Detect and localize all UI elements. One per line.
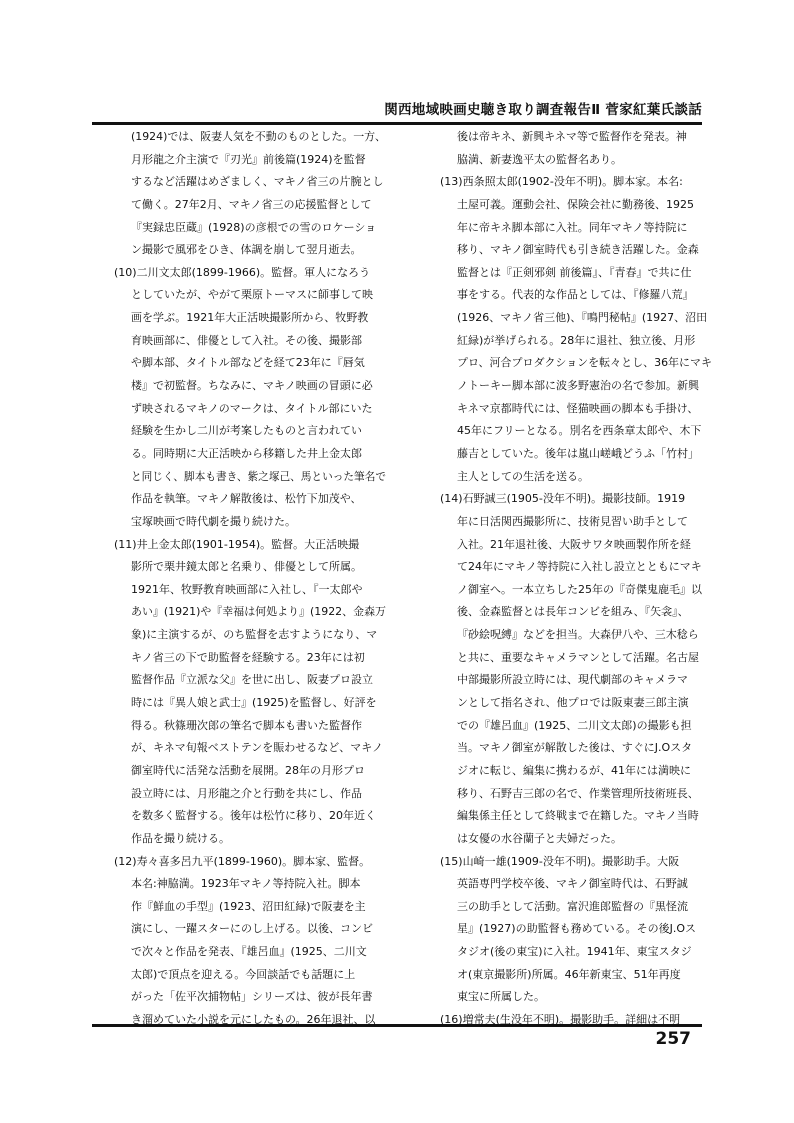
text-line: て働く。27年2月、マキノ省三の応援監督として	[131, 197, 372, 211]
text-line: ノトーキー脚本部に波多野憲治の名で参加。新興	[457, 379, 699, 393]
text-line: で次々と作品を発表、『雄呂血』(1925、二川文	[131, 945, 367, 959]
text-line: が、キネマ旬報ベストテンを賑わせるなど、マキノ	[131, 741, 384, 755]
text-line: 1921年、牧野教育映画部に入社し、『一太郎や	[131, 582, 363, 596]
text-line: オ(東京撮影所)所属。46年新東宝、51年再度	[457, 967, 681, 981]
text-line: 得る。秋篠珊次郎の筆名で脚本も書いた監督作	[131, 718, 362, 732]
left-column	[114, 126, 386, 1032]
text-line: キノ省三の下で助監督を経験する。23年には初	[131, 650, 365, 664]
text-line: 監督とは『正剣邪剣 前後篇』、『青春』で共に仕	[457, 265, 692, 279]
text-line: ン撮影で風邪をひき、体調を崩して翌月逝去。	[131, 243, 362, 257]
text-line: 主人としての生活を送る。	[457, 469, 589, 483]
header-rule	[92, 122, 702, 125]
text-line: 紅緑)が挙げられる。28年に退社、独立後、月形	[457, 333, 696, 347]
text-line: 御室時代に活発な活動を展開。28年の月形プロ	[131, 763, 365, 777]
text-line: ジオに転じ、編集に携わるが、41年には満映に	[457, 763, 691, 777]
text-line: 宝塚映画で時代劇を撮り続けた。	[131, 514, 296, 528]
text-line: (16)増常夫(生没年不明)。撮影助手。詳細は不明	[440, 1012, 681, 1026]
text-line: 象)に主演するが、のち監督を志すようになり、マ	[131, 628, 378, 642]
text-line: 設立時には、月形龍之介と行動を共にし、作品	[131, 786, 362, 800]
text-line: 月形龍之介主演で『刃光』前後篇(1924)を監督	[131, 152, 366, 166]
footer-rule	[92, 1024, 702, 1027]
text-line: ず映されるマキノのマークは、タイトル部にいた	[131, 401, 373, 415]
text-line: 本名:神脇満。1923年マキノ等持院入社。脚本	[131, 877, 361, 891]
text-line: (14)石野誠三(1905-没年不明)。撮影技師。1919	[440, 492, 686, 506]
text-line: 演にし、一躍スターにのし上げる。以後、コンビ	[131, 922, 373, 936]
text-line: 移り、石野吉三郎の名で、作業管理所技術班長、	[457, 786, 699, 800]
text-line: る。同時期に大正活映から移籍した井上金太郎	[131, 446, 362, 460]
text-line: 英語専門学校卒後、マキノ御室時代は、石野誠	[457, 877, 688, 891]
text-line: 当。マキノ御室が解散した後は、すぐにJ.Oスタ	[457, 741, 693, 755]
text-line: 編集係主任として終戦まで在籍した。マキノ当時	[457, 809, 699, 823]
text-line: 移り、マキノ御室時代も引き続き活躍した。金森	[457, 243, 699, 257]
text-line: 『実録忠臣蔵』(1928)の彦根での雪のロケーショ	[131, 220, 377, 234]
text-line: 『砂絵呪縛』などを担当。大森伊八や、三木稔ら	[457, 628, 699, 642]
text-line: ンとして指名され、他プロでは阪東妻三郎主演	[457, 696, 689, 710]
text-line: (10)二川文太郎(1899-1966)。監督。軍人になろう	[114, 265, 371, 279]
text-line: (11)井上金太郎(1901-1954)。監督。大正活映撮	[114, 537, 360, 551]
text-line: での『雄呂血』(1925、二川文太郎)の撮影も担	[457, 718, 692, 732]
text-line: 作品を撮り続ける。	[131, 831, 230, 845]
text-line: 後は帝キネ、新興キネマ等で監督作を発表。神	[457, 130, 687, 143]
text-line: 中部撮影所設立時には、現代劇部のキャメラマ	[457, 673, 688, 687]
text-line: 太郎)で頂点を迎える。今回談話でも話題に上	[131, 967, 356, 981]
text-line: 45年にフリーとなる。別名を西条章太郎や、木下	[457, 424, 702, 438]
text-line: するなど活躍はめざましく、マキノ省三の片腕とし	[131, 175, 384, 189]
text-line: を数多く監督する。後年は松竹に移り、20年近く	[131, 809, 376, 823]
text-line: (12)寿々喜多呂九平(1899-1960)。脚本家、監督。	[114, 854, 371, 868]
text-line: 脇満、新妻逸平太の監督名あり。	[457, 152, 622, 166]
text-line: や脚本部、タイトル部などを経て23年に『唇気	[131, 356, 365, 370]
text-line: 三の助手として活動。富沢進郎監督の『黒怪流	[457, 899, 688, 913]
text-line: て24年にマキノ等持院に入社し設立とともにマキ	[457, 560, 702, 574]
text-line: 入社。21年退社後、大阪サワタ映画製作所を経	[457, 537, 691, 551]
text-line: 育映画部に、俳優として入社。その後、撮影部	[131, 333, 362, 347]
text-line: キネマ京都時代には、怪猫映画の脚本も手掛け、	[457, 401, 699, 415]
text-line: 時には『異人娘と武士』(1925)を監督し、好評を	[131, 696, 377, 710]
text-line: 藤吉としていた。後年は嵐山嵯峨どうふ「竹村」	[457, 446, 699, 460]
text-line: タジオ(後の東宝)に入社。1941年、東宝スタジ	[457, 945, 692, 959]
text-line: 監督作品『立派な父』を世に出し、阪妻プロ設立	[131, 673, 373, 687]
text-line: 星』(1927)の助監督も務めている。その後J.Oス	[457, 922, 696, 936]
text-line: 楼』で初監督。ちなみに、マキノ映画の冒頭に必	[131, 379, 373, 393]
text-line: 画を学ぶ。1921年大正活映撮影所から、牧野教	[131, 311, 369, 325]
text-line: き溜めていた小説を元にしたもの。26年退社、以	[131, 1012, 376, 1026]
text-line: と共に、重要なキャメラマンとして活躍。名古屋	[457, 650, 699, 664]
text-line: は女優の水谷蘭子と夫婦だった。	[457, 831, 622, 845]
right-column	[440, 126, 712, 1032]
text-line: 作品を執筆。マキノ解散後は、松竹下加茂や、	[131, 492, 362, 506]
text-line: (1926、マキノ省三他)、『鳴門秘帖』(1927、沼田	[457, 311, 708, 325]
text-line: (15)山崎一雄(1909-没年不明)。撮影助手。大阪	[440, 854, 680, 868]
text-line: ノ御室へ。一本立ちした25年の『奇傑鬼鹿毛』以	[457, 582, 702, 596]
text-line: (13)西条照太郎(1902-没年不明)。脚本家。本名:	[440, 175, 683, 189]
text-line: 土屋可義。運動会社、保険会社に勤務後、1925	[457, 197, 694, 211]
text-line: がった「佐平次捕物帖」シリーズは、彼が長年書	[131, 990, 373, 1004]
text-line: 作『鮮血の手型』(1923、沼田紅緑)で阪妻を主	[131, 899, 366, 913]
text-line: 後、金森監督とは長年コンビを組み、『矢衾』、	[457, 605, 689, 619]
text-line: (1924)では、阪妻人気を不動のものとした。一方、	[131, 130, 386, 143]
text-line: 年に帝キネ脚本部に入社。同年マキノ等持院に	[457, 220, 688, 234]
text-line: 事をする。代表的な作品としては、『修羅八荒』	[457, 288, 694, 302]
text-line: 影所で栗井鏡太郎と名乗り、俳優として所属。	[131, 560, 362, 574]
text-line: としていたが、やがて栗原トーマスに師事して映	[131, 288, 373, 302]
text-line: 経験を生かし二川が考案したものと言われてい	[131, 424, 362, 438]
page-number: 257	[655, 1029, 691, 1049]
text-line: 東宝に所属した。	[457, 990, 545, 1004]
running-header-title: 関西地域映画史聴き取り調査報告Ⅱ 菅家紅葉氏談話	[384, 102, 702, 118]
text-line: あい』(1921)や『幸福は何処より』(1922、金森万	[131, 605, 386, 619]
text-line: プロ、河合プロダクションを転々とし、36年にマキ	[457, 356, 712, 370]
text-line: 年に日活関西撮影所に、技術見習い助手として	[457, 514, 688, 528]
text-line: と同じく、脚本も書き、紫之塚己、馬といった筆名で	[131, 469, 386, 483]
